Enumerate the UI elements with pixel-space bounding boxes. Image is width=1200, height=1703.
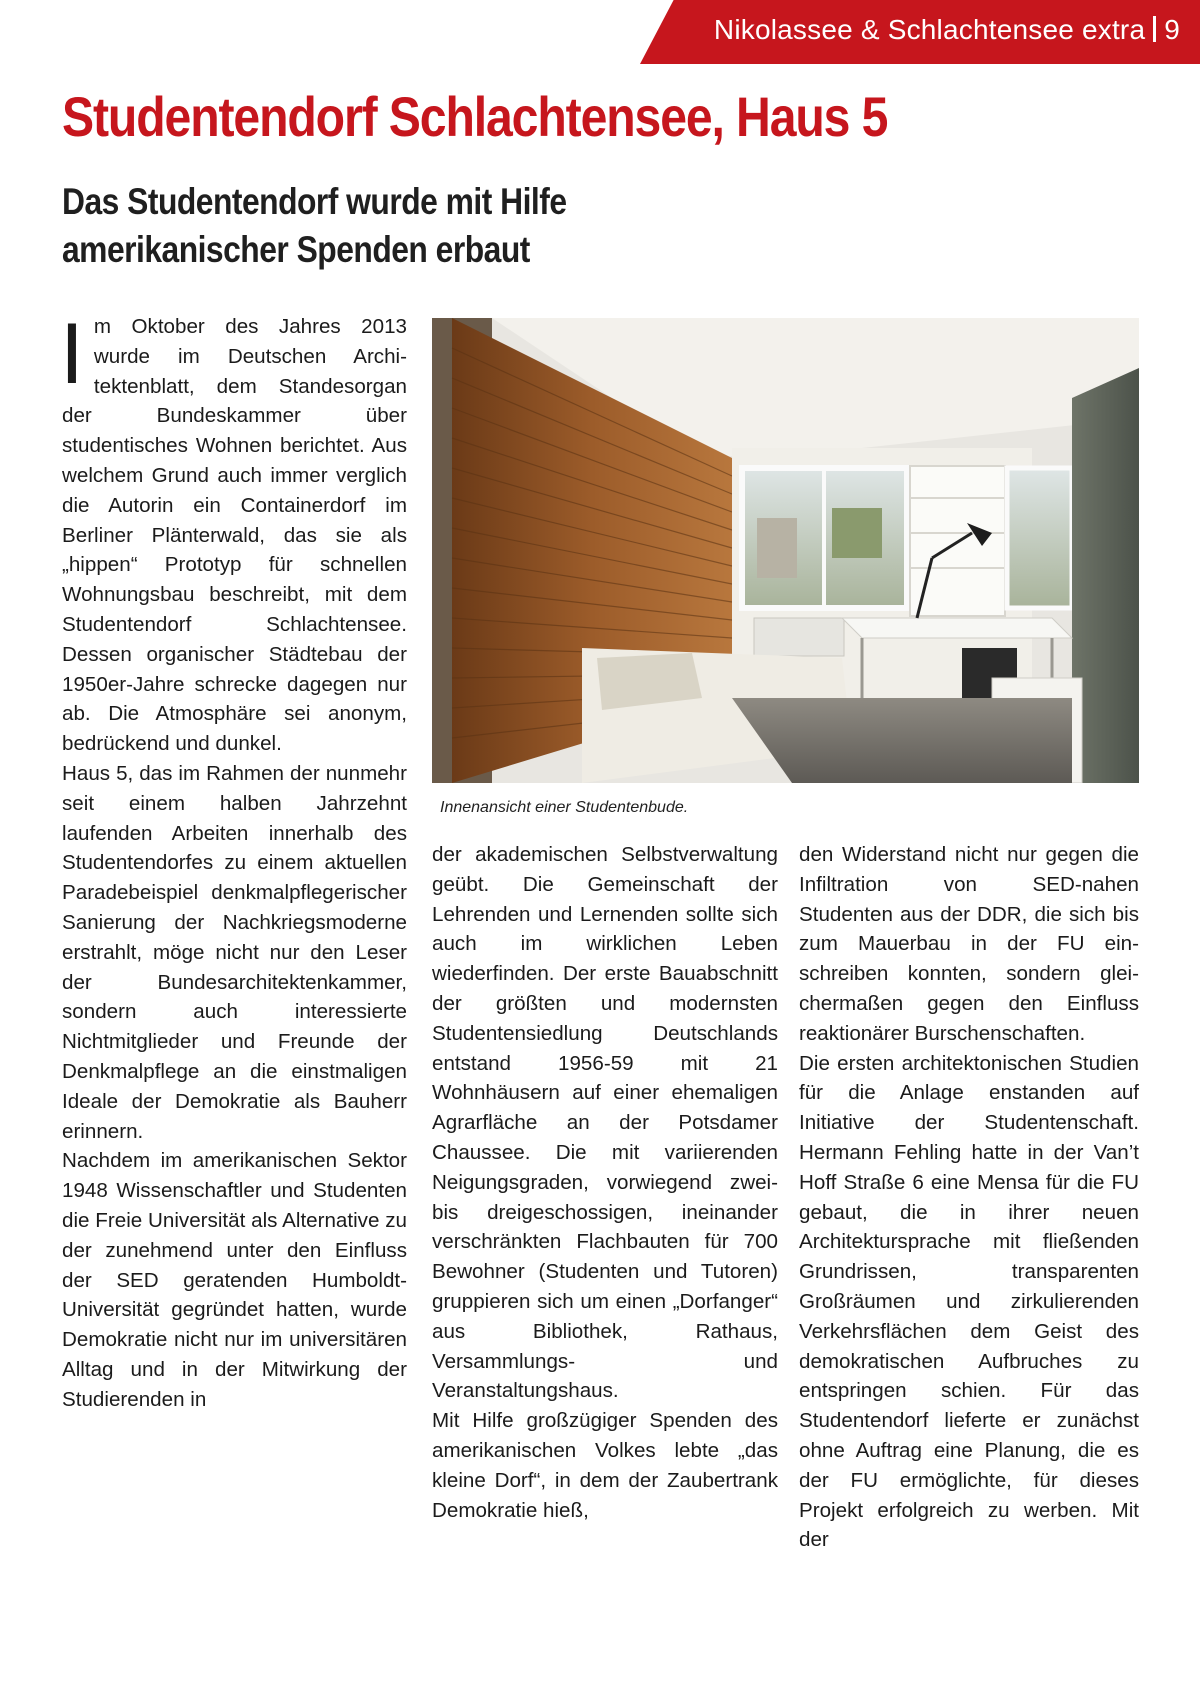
article-column-1 [60,306,407,1414]
article-column-2 [432,840,778,1525]
photo-caption: Innenansicht einer Studentenbude. [440,799,689,816]
student-room-photo [432,318,1139,783]
subtitle-line-2: amerikanischer Spenden erbaut [62,229,530,270]
header-separator [1153,16,1156,42]
paragraph: Nachdem im amerikanischen Sektor 1948 Wissenschaftler und Studenten die Freie Universität als Alternative zu der zunehmend unter den Einfluss der SED geratenden Humboldt-Universität gegründet hatten, wurde Demokratie nicht nur im universitären Alltag und in der Mitwirkung der Studierenden in [62,1149,407,1411]
paragraph-intro [60,306,407,759]
article-title: Studentendorf Schlachtensee, Haus 5 [62,85,888,148]
section-header-band [640,0,1200,64]
page-number: 9 [1164,14,1180,45]
paragraph: Haus 5, das im Rahmen der nunmehr seit einem halben Jahrzehnt laufenden Arbeiten innerhalb des Studentendorfes zu einem aktuellen Paradebeispiel denkmalpflegerischer Sanierung der Nachkriegsmoderne erstrahlt, möge nicht nur den Leser der Bundesarchitektenkammer, sondern auch interessierte Nichtmitglieder und Freunde der Denkmalpflege an die einstmaligen Ideale der Demokratie als Bauherr erinnern. [62,761,407,1143]
paragraph: Die ersten architektonischen Studien für die Anlage enstanden auf Initiative der Studentenschaft. Hermann Fehling hatte in der Van’t Hoff Straße 6 eine Mensa für die FU gebaut, die in ihrer neuen Architektursprache mit fließenden Grundrissen, transparenten Großräumen und zirkulierenden Verkehrsflächen dem Geist des demokratischen Aufbruches zu entspringen schien. Für das Studentendorf lieferte er zunächst ohne Auftrag eine Planung, die es der FU ermöglichte, für dieses Projekt erfolgreich zu werben. Mit der [799,1051,1139,1552]
paragraph: den Widerstand nicht nur gegen die Infiltration von SED-nahen Studenten aus der DDR, die sich bis zum Mauerbau in der FU einschreiben konnten, sondern gleichermaßen gegen den Einfluss reaktionärer Burschenschaften. [799,843,1139,1045]
paragraph: der akademischen Selbstverwaltung geübt. Die Gemeinschaft der Lehrenden und Lernenden sollte sich auch im wirklichen Leben wiederfinden. Der erste Bauabschnitt der größten und modernsten Studentensiedlung Deutschlands entstand 1956-59 mit 21 Wohnhäusern auf einer ehemaligen Agrarfläche an der Potsdamer Chaussee. Die mit variierenden Neigungsgraden, vorwiegend zwei- bis dreigeschossigen, ineinander verschränkten Flachbauten für 700 Bewohner (Studenten und Tutoren) gruppieren sich um einen „Dorfanger“ aus Bibliothek, Rathaus, Versammlungs- und Veranstaltungshaus. [432,843,778,1403]
section-name: Nikolassee & Schlachtensee extra [713,14,1146,45]
drop-cap: I [60,306,84,402]
section-header [714,14,1180,46]
paragraph: Mit Hilfe großzügiger Spenden des amerikanischen Volkes lebte „das kleine Dorf“, in dem der Zaubertrank Demokratie hieß, [432,1409,778,1522]
paragraph-intro-text: m Oktober des Jahres 2013 wurde im Deutschen Architektenblatt, dem Standesorgan der Bundeskammer über studentisches Wohnen berichtet. Aus welchem Grund auch immer verglich die Autorin ein Containerdorf im Berliner Plänterwald, das sie als „hippen“ Prototyp für schnellen Wohnungsbau beschreibt, mit dem Studentendorf Schlachtensee. Dessen organischer Städtebau der 1950er-Jahre schrecke dagegen nur ab. Die Atmosphäre sei anonym, bedrückend und dunkel. [62,315,407,756]
subtitle-line-1: Das Studentendorf wurde mit Hilfe [62,181,567,222]
article-subtitle [62,178,567,274]
article-column-3 [799,840,1139,1555]
